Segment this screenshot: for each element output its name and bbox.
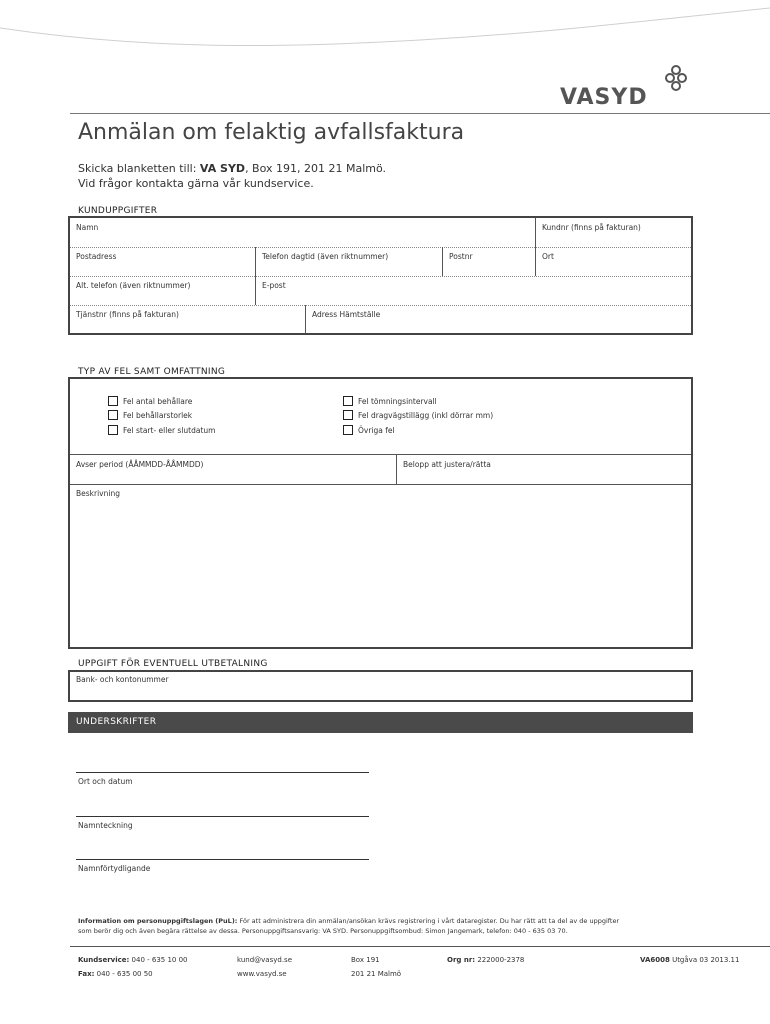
kundnr-field[interactable]: Kundnr (finns på fakturan) bbox=[542, 223, 641, 232]
section-heading-kund: KUNDUPPGIFTER bbox=[78, 206, 158, 216]
belopp-field[interactable]: Belopp att justera/rätta bbox=[403, 460, 491, 469]
namnfortydligande-line[interactable] bbox=[76, 859, 369, 860]
telefon-field[interactable]: Telefon dagtid (även riktnummer) bbox=[256, 247, 443, 276]
cb-behallarstorlek[interactable]: Fel behållarstorlek bbox=[108, 410, 192, 420]
kund-row-2 bbox=[70, 247, 691, 277]
vasyd-logo bbox=[560, 64, 710, 108]
period-field[interactable]: Avser period (ÅÅMMDD-ÅÅMMDD) bbox=[70, 455, 397, 484]
footer-email[interactable]: kund@vasyd.se bbox=[237, 956, 292, 964]
kund-box bbox=[68, 216, 693, 335]
epost-field[interactable]: E-post bbox=[262, 281, 286, 290]
checkbox-icon bbox=[343, 410, 353, 420]
footer-org: Org nr: 222000-2378 bbox=[447, 956, 525, 964]
cb-dragvagstillagg[interactable]: Fel dragvägstillägg (inkl dörrar mm) bbox=[343, 410, 493, 420]
footer-box: Box 191 bbox=[351, 956, 380, 964]
cb-antal-behallare[interactable]: Fel antal behållare bbox=[108, 396, 192, 406]
namnteckning-label: Namnteckning bbox=[78, 821, 133, 830]
ort-datum-line[interactable] bbox=[76, 772, 369, 773]
namnfortydligande-label: Namnförtydligande bbox=[78, 864, 151, 873]
tjanstnr-field[interactable]: Tjänstnr (finns på fakturan) bbox=[70, 305, 306, 333]
checkbox-area bbox=[70, 379, 691, 455]
postadress-field[interactable]: Postadress bbox=[70, 247, 256, 276]
checkbox-icon bbox=[108, 410, 118, 420]
kund-row-4 bbox=[70, 305, 691, 333]
cb-tomningsintervall[interactable]: Fel tömningsintervall bbox=[343, 396, 437, 406]
logo-text: VASYD bbox=[560, 85, 648, 108]
checkbox-icon bbox=[108, 425, 118, 435]
postnr-field[interactable]: Postnr bbox=[443, 247, 536, 276]
beskrivning-field[interactable]: Beskrivning bbox=[76, 489, 120, 498]
bank-field[interactable]: Bank- och kontonummer bbox=[68, 670, 693, 702]
checkbox-icon bbox=[108, 396, 118, 406]
footer-rule bbox=[70, 946, 770, 947]
section-heading-typ: TYP AV FEL SAMT OMFATTNING bbox=[78, 367, 226, 377]
typ-row-period bbox=[70, 454, 691, 485]
checkbox-icon bbox=[343, 425, 353, 435]
checkbox-icon bbox=[343, 396, 353, 406]
cb-start-slutdatum[interactable]: Fel start- eller slutdatum bbox=[108, 425, 215, 435]
typ-box bbox=[68, 377, 693, 649]
pul-info: Information om personuppgiftslagen (PuL): För att administrera din anmälan/ansökan krävs registrering i vårt dataregister. Du har rätt att ta del av de uppgifter som berör dig och även begära rättelse av dessa. Personuppgiftsansvarig: VA SYD. Personuppgiftsombud: Simon Jangemark, telefon: 040 - 635 03 70. bbox=[78, 917, 620, 935]
ort-datum-label: Ort och datum bbox=[78, 777, 133, 786]
header-rule bbox=[70, 113, 770, 114]
kund-row-3 bbox=[70, 276, 691, 306]
cb-ovriga-fel[interactable]: Övriga fel bbox=[343, 425, 395, 435]
footer-form-code: VA6008 Utgåva 03 2013.11 bbox=[640, 956, 740, 964]
ort-field[interactable]: Ort bbox=[542, 252, 554, 261]
section-heading-utbetalning: UPPGIFT FÖR EVENTUELL UTBETALNING bbox=[78, 659, 268, 669]
adress-hamtstalle-field[interactable]: Adress Hämtställe bbox=[312, 310, 381, 319]
header-curve bbox=[0, 0, 770, 70]
namn-field[interactable]: Namn bbox=[70, 218, 536, 247]
section-heading-underskrifter: UNDERSKRIFTER bbox=[68, 712, 693, 733]
kund-row-1 bbox=[70, 218, 691, 248]
namnteckning-line[interactable] bbox=[76, 816, 369, 817]
footer-fax: Fax: 040 - 635 00 50 bbox=[78, 970, 153, 978]
alt-telefon-field[interactable]: Alt. telefon (även riktnummer) bbox=[70, 276, 256, 305]
footer-city: 201 21 Malmö bbox=[351, 970, 402, 978]
page-title: Anmälan om felaktig avfallsfaktura bbox=[78, 120, 465, 145]
footer-web[interactable]: www.vasyd.se bbox=[237, 970, 287, 978]
intro-org: VA SYD bbox=[199, 162, 246, 175]
intro-text: Skicka blanketten till: VA SYD, Box 191, 201 21 Malmö. Vid frågor kontakta gärna vår kundservice. bbox=[78, 162, 387, 190]
footer-kundservice: Kundservice: 040 - 635 10 00 bbox=[78, 956, 188, 964]
